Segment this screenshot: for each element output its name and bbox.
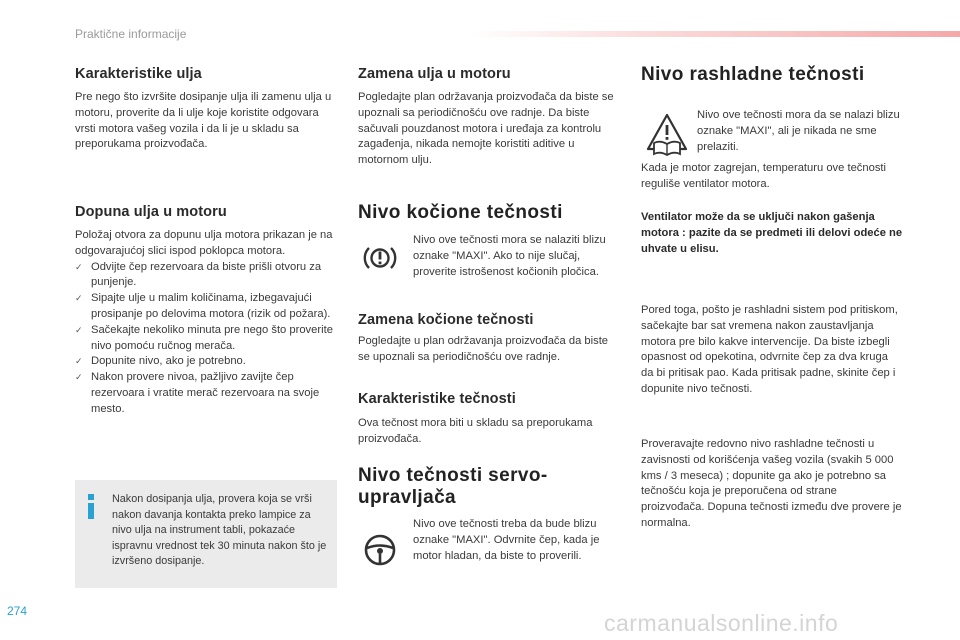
step-item: ✓ Sačekajte nekoliko minuta pre nego što proverite nivo pomoću ručnog merača.: [75, 323, 337, 355]
step-item: ✓ Sipajte ulje u malim količinama, izbegavajući prosipanje po delovima motora (rizik od požara).: [75, 291, 337, 323]
info-icon: [88, 494, 96, 520]
step-item: ✓ Dopunite nivo, ako je potrebno.: [75, 354, 337, 370]
section-header-title: Praktične informacije: [75, 27, 187, 41]
coolant-fan-text: Kada je motor zagrejan, temperaturu ove tečnosti reguliše ventilator motora.: [641, 162, 887, 190]
brake-warning-icon: [358, 236, 402, 280]
oil-topup-steps: [75, 260, 337, 418]
coolant-heading: Nivo rashladne tečnosti: [641, 64, 865, 85]
power-steering-text: Nivo ove tečnosti treba da bude blizu oznake "MAXI". Odvrnite čep, kada je motor hladan, da biste to proverili.: [413, 518, 600, 562]
header-accent-bar: [470, 31, 960, 37]
info-note-text: Nakon dosipanja ulja, provera koja se vrši nakon davanja kontakta preko lampice za nivo ulja na instrument tabli, pokazaće ispravnu vrednost tek 30 minuta nakon što je izvršeno dosipanje.: [112, 493, 327, 568]
page-number: 274: [7, 604, 28, 618]
fluid-properties-heading: Karakteristike tečnosti: [358, 391, 516, 407]
coolant-pressure-text: Pored toga, pošto je rashladni sistem pod pritiskom, sačekajte bar sat vremena nakon zaustavljanja motora pre bilo kakve intervencije. Da biste izbegli opasnost od opekotina, odvrnite čep za dva kruga da bi pritisak pao. Kada pritisak padne, skinite čep i dopunite nivo tečnosti.: [641, 304, 898, 395]
steering-wheel-icon: [358, 528, 402, 572]
coolant-check-text: Proveravajte redovno nivo rashladne tečnosti u zavisnosti od korišćenja vašeg vozila (svakih 5 000 kms / 3 meseca) ; dopunite ga ako je potrebno sa tečnošću koja je preporučena od strane proizvođača. Dopuna tečnosti između dve provere je normalna.: [641, 438, 902, 529]
fluid-properties-text: Ova tečnost mora biti u skladu sa preporukama proizvođača.: [358, 417, 593, 445]
step-item: ✓ Odvijte čep rezervoara da biste prišli otvoru za punjenje.: [75, 260, 337, 292]
power-steering-heading-line1: Nivo tečnosti servo-: [358, 465, 548, 486]
oil-properties-heading: Karakteristike ulja: [75, 66, 202, 82]
coolant-level-text: Nivo ove tečnosti mora da se nalazi blizu oznake "MAXI", ali je nikada ne sme prelaziti.: [697, 109, 900, 153]
oil-topup-heading: Dopuna ulja u motoru: [75, 204, 227, 220]
oil-change-text: Pogledajte plan održavanja proizvođača da biste se upoznali sa periodičnošću ove radnje. Da biste sačuvali pouzdanost motora i uređaja za kontrolu zagađenja, nikada nemojte koristiti aditive u motornom ulju.: [358, 91, 614, 167]
oil-change-heading: Zamena ulja u motoru: [358, 66, 511, 82]
brake-level-text: Nivo ove tečnosti mora se nalaziti blizu oznake "MAXI". Ako to nije slučaj, proverite istrošenost kočionih pločica.: [413, 234, 606, 278]
oil-properties-text: Pre nego što izvršite dosipanje ulja ili zamenu ulja u motoru, proverite da li ulje koje koristite odgovara vrsti motora vašeg vozila i da li je u skladu sa preporukama proizvođača.: [75, 91, 332, 151]
coolant-manual-warning-icon: [644, 110, 690, 156]
oil-topup-intro: Položaj otvora za dopunu ulja motora prikazan je na odgovarajućoj slici ispod poklopca motora.: [75, 229, 333, 257]
power-steering-heading-line2: upravljača: [358, 487, 456, 508]
coolant-fan-warning: Ventilator može da se uključi nakon gašenja motora : pazite da se predmeti ili delovi odeće ne uhvate u elisu.: [641, 211, 903, 255]
info-note-box: [75, 480, 337, 588]
brake-change-text: Pogledajte u plan održavanja proizvođača da biste se upoznali sa periodičnošću ove radnje.: [358, 335, 609, 363]
power-steering-heading: [358, 465, 548, 509]
brake-change-heading: Zamena kočione tečnosti: [358, 312, 534, 328]
watermark: carmanualsonline.info: [604, 610, 839, 636]
oil-topup-section: [75, 228, 337, 418]
brake-fluid-heading: Nivo kočione tečnosti: [358, 202, 563, 223]
step-item: ✓ Nakon provere nivoa, pažljivo zavijte čep rezervoara i vratite merač rezervoara na svoje mesto.: [75, 370, 337, 417]
